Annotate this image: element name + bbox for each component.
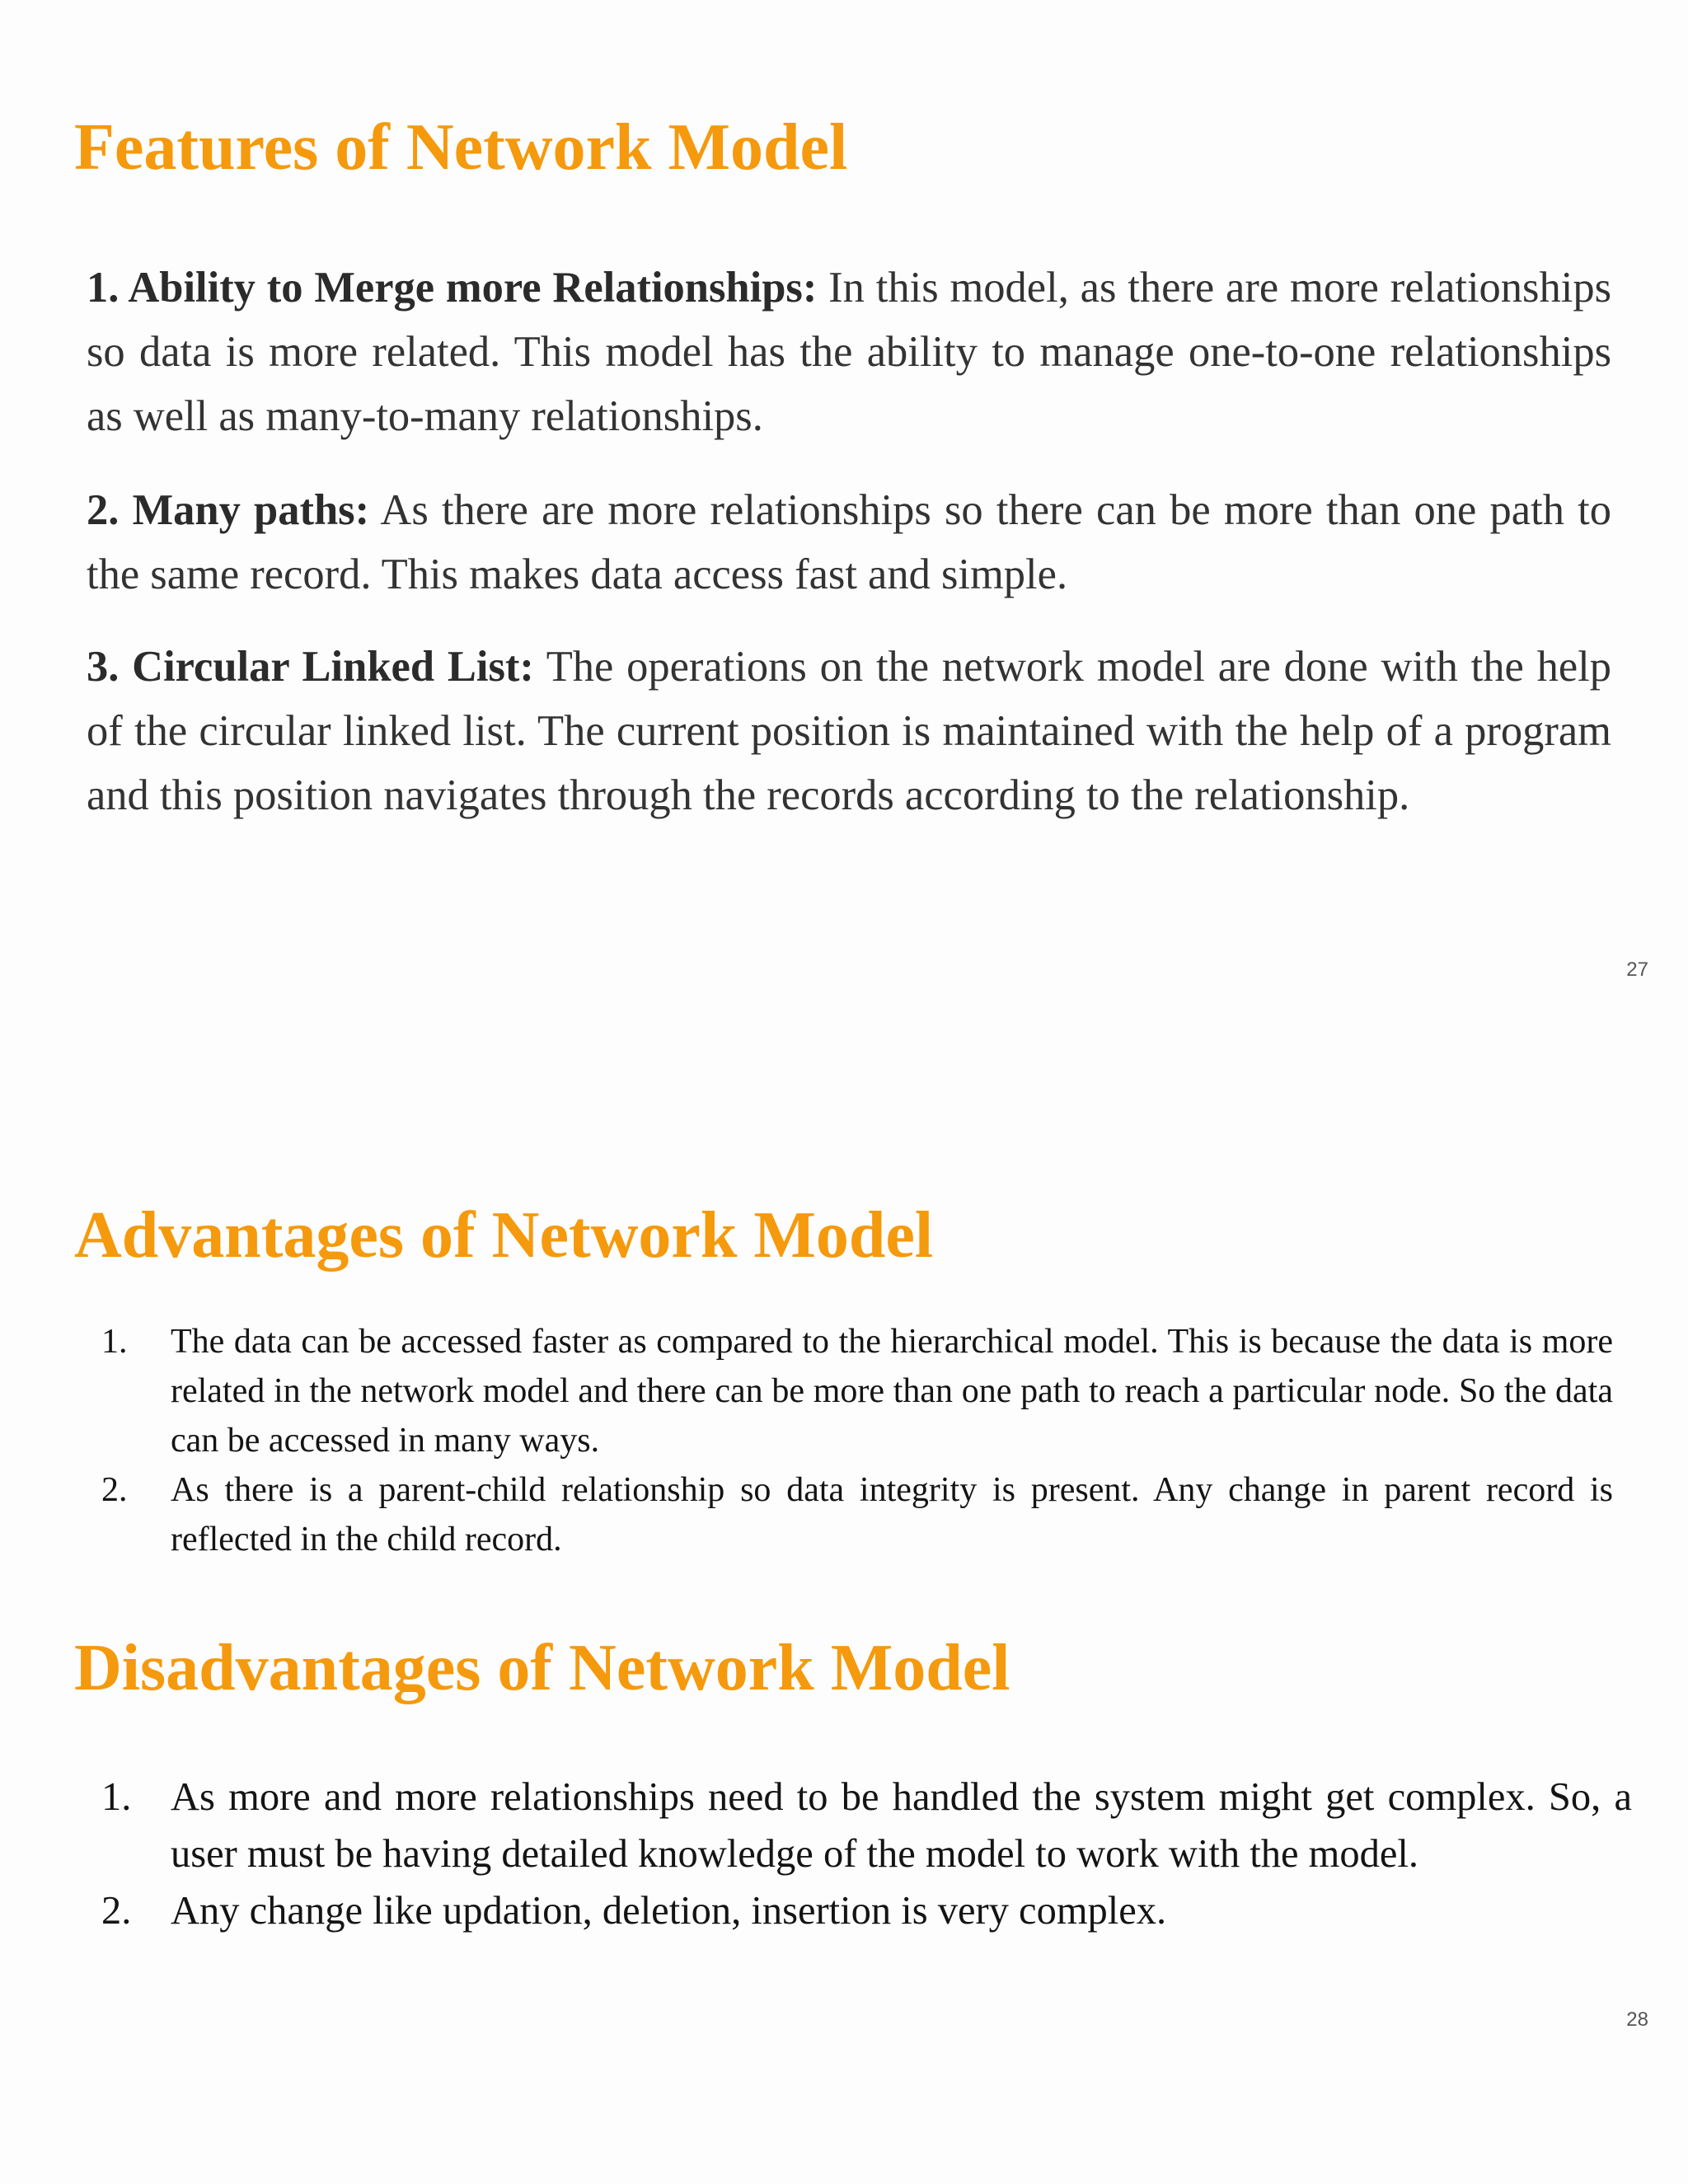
list-text: As there is a parent-child relationship so data integrity is present. Any change in parent record is reflected in the child record. — [171, 1471, 1613, 1558]
list-number: 2. — [101, 1889, 132, 1933]
feature-title: 3. Circular Linked List: — [87, 643, 534, 691]
list-text: Any change like updation, deletion, insertion is very complex. — [171, 1889, 1167, 1933]
disadvantages-heading: Disadvantages of Network Model — [74, 1632, 1010, 1704]
feature-title: 2. Many paths: — [87, 486, 370, 534]
list-text: The data can be accessed faster as compared to the hierarchical model. This is because the data is more related in the network model and there can be more than one path to reach a particular node. So the data can be accessed in many ways. — [171, 1323, 1613, 1460]
feature-text: In this model, as there are more relationships so data is more related. This model has the ability to manage one-to-one relationships as well as many-to-many relationships. — [87, 264, 1611, 440]
list-item — [87, 1769, 1632, 1882]
list-item — [87, 1465, 1613, 1564]
feature-item-circular-linked-list — [87, 635, 1611, 827]
list-number: 1. — [101, 1323, 128, 1361]
advantages-list — [87, 1317, 1613, 1564]
features-heading: Features of Network Model — [74, 111, 848, 184]
list-number: 1. — [101, 1775, 132, 1819]
page-number: 28 — [1626, 2008, 1648, 2031]
feature-text: The operations on the network model are done with the help of the circular linked list. The current position is maintained with the help of a program and this position navigates through the records according to the relationship. — [87, 643, 1611, 819]
page-number: 27 — [1626, 958, 1648, 981]
list-item — [87, 1317, 1613, 1465]
advantages-heading: Advantages of Network Model — [74, 1199, 934, 1272]
disadvantages-list — [87, 1769, 1632, 1939]
feature-item-many-paths — [87, 478, 1611, 607]
feature-title: 1. Ability to Merge more Relationships: — [87, 264, 818, 312]
feature-text: As there are more relationships so there can be more than one path to the same record. This makes data access fast and simple. — [87, 486, 1611, 598]
list-text: As more and more relationships need to be handled the system might get complex. So, a user must be having detailed knowledge of the model to work with the model. — [171, 1775, 1632, 1876]
list-item — [87, 1882, 1632, 1939]
list-number: 2. — [101, 1471, 128, 1509]
feature-item-merge-relationships — [87, 255, 1611, 448]
